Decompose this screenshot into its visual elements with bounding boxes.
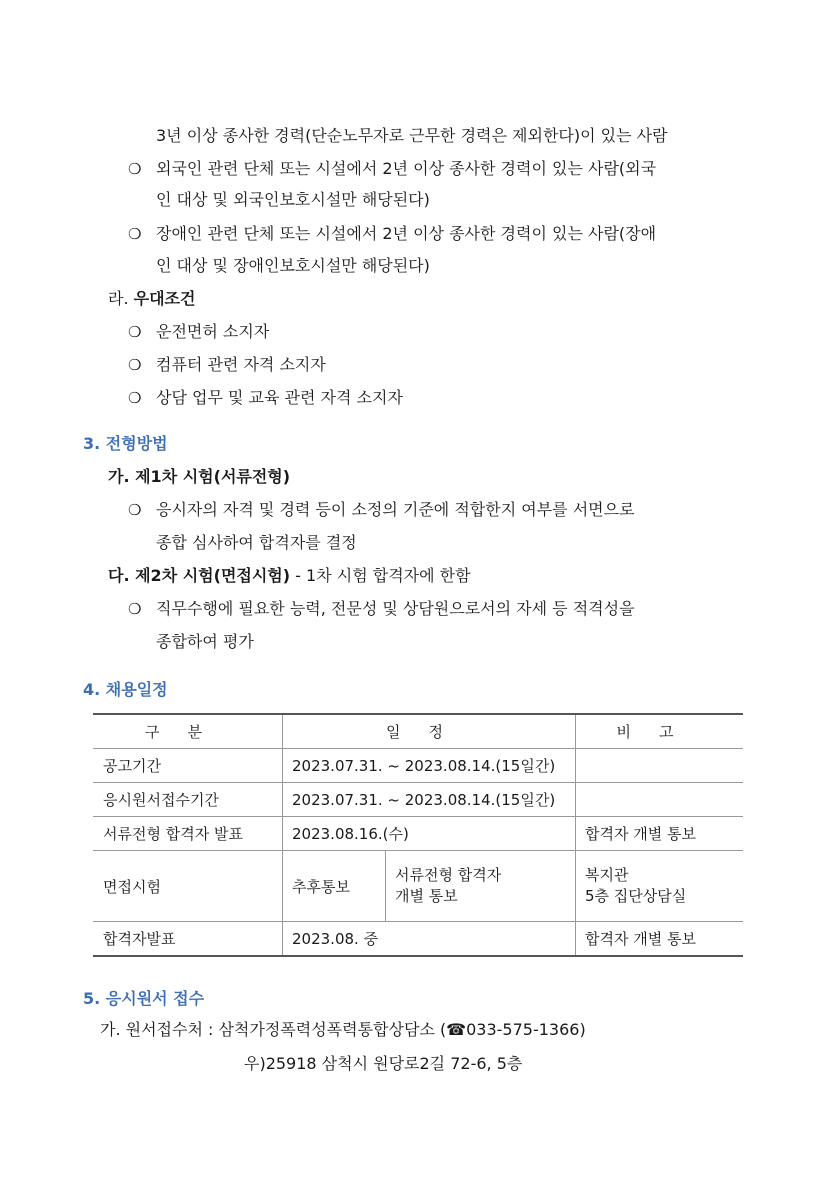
cell-text: 개별 통보 [395, 887, 458, 905]
header-schedule: 일정 [386, 723, 471, 741]
table-row [93, 749, 743, 783]
first-exam-desc: 종합 심사하여 합격자를 결정 [156, 533, 357, 552]
cell-category: 합격자발표 [103, 930, 176, 948]
cell-text: 5층 집단상담실 [585, 887, 687, 905]
cell-schedule: 2023.08. 중 [292, 930, 379, 948]
bullet-icon: ❍ [128, 389, 142, 407]
header-remarks: 비고 [616, 723, 702, 741]
cell-schedule-note [385, 851, 575, 921]
second-exam-desc: 직무수행에 필요한 능력, 전문성 및 상담원으로서의 자세 등 적격성을 [156, 599, 635, 618]
cell-remarks: 합격자 개별 통보 [585, 930, 696, 948]
cell-remarks [575, 851, 743, 921]
cell-text: 복지관 [585, 866, 629, 884]
first-exam-desc: 응시자의 자격 및 경력 등이 소정의 기준에 적합한지 여부를 서면으로 [156, 500, 635, 519]
qualification-line: 인 대상 및 장애인보호시설만 해당된다) [156, 256, 430, 275]
header-category: 구분 [145, 723, 230, 741]
section-3-title: 3. 전형방법 [83, 434, 168, 453]
qualification-line: 인 대상 및 외국인보호시설만 해당된다) [156, 190, 430, 209]
cell-category: 공고기간 [103, 757, 161, 775]
preference-item: 운전면허 소지자 [156, 322, 270, 341]
cell-schedule: 2023.08.16.(수) [292, 825, 409, 843]
first-exam-heading: 가. 제1차 시험(서류전형) [108, 467, 291, 486]
bullet-icon: ❍ [128, 160, 142, 178]
table-row [93, 783, 743, 817]
preference-prefix: 라. [108, 289, 129, 308]
bullet-icon: ❍ [128, 600, 142, 618]
section-5-title: 5. 응시원서 접수 [83, 989, 205, 1008]
preference-item: 상담 업무 및 교육 관련 자격 소지자 [156, 388, 403, 407]
bullet-icon: ❍ [128, 501, 142, 519]
table-row [93, 922, 743, 957]
second-exam-note: - 1차 시험 합격자에 한함 [290, 566, 471, 585]
preference-title: 우대조건 [133, 289, 196, 308]
second-exam-heading [108, 565, 471, 587]
cell-remarks [575, 749, 743, 782]
table-row [93, 851, 743, 922]
preference-heading [108, 288, 195, 310]
cell-text: 서류전형 합격자 [395, 866, 502, 884]
qualification-line: 3년 이상 종사한 경력(단순노무자로 근무한 경력은 제외한다)이 있는 사람 [156, 126, 668, 145]
cell-remarks [575, 783, 743, 816]
section-4-title: 4. 채용일정 [83, 680, 168, 699]
table-header-row [93, 715, 743, 749]
cell-category: 응시원서접수기간 [103, 791, 219, 809]
table-row [93, 817, 743, 851]
application-address: 가. 원서접수처 : 삼척가정폭력성폭력통합상담소 (☎033-575-1366) [100, 1020, 586, 1039]
second-exam-title: 다. 제2차 시험(면접시험) [108, 566, 291, 585]
preference-item: 컴퓨터 관련 자격 소지자 [156, 355, 326, 374]
postal-address: 우)25918 삼척시 원당로2길 72-6, 5층 [244, 1054, 523, 1073]
second-exam-desc: 종합하여 평가 [156, 632, 254, 651]
cell-category: 서류전형 합격자 발표 [103, 825, 243, 843]
cell-schedule: 2023.07.31. ~ 2023.08.14.(15일간) [292, 791, 556, 809]
cell-schedule: 2023.07.31. ~ 2023.08.14.(15일간) [292, 757, 556, 775]
bullet-icon: ❍ [128, 323, 142, 341]
cell-remarks: 합격자 개별 통보 [585, 825, 696, 843]
cell-schedule: 추후통보 [292, 877, 350, 896]
cell-category: 면접시험 [103, 877, 161, 896]
qualification-line: 외국인 관련 단체 또는 시설에서 2년 이상 종사한 경력이 있는 사람(외국 [156, 159, 657, 178]
bullet-icon: ❍ [128, 225, 142, 243]
qualification-line: 장애인 관련 단체 또는 시설에서 2년 이상 종사한 경력이 있는 사람(장애 [156, 224, 657, 243]
bullet-icon: ❍ [128, 356, 142, 374]
